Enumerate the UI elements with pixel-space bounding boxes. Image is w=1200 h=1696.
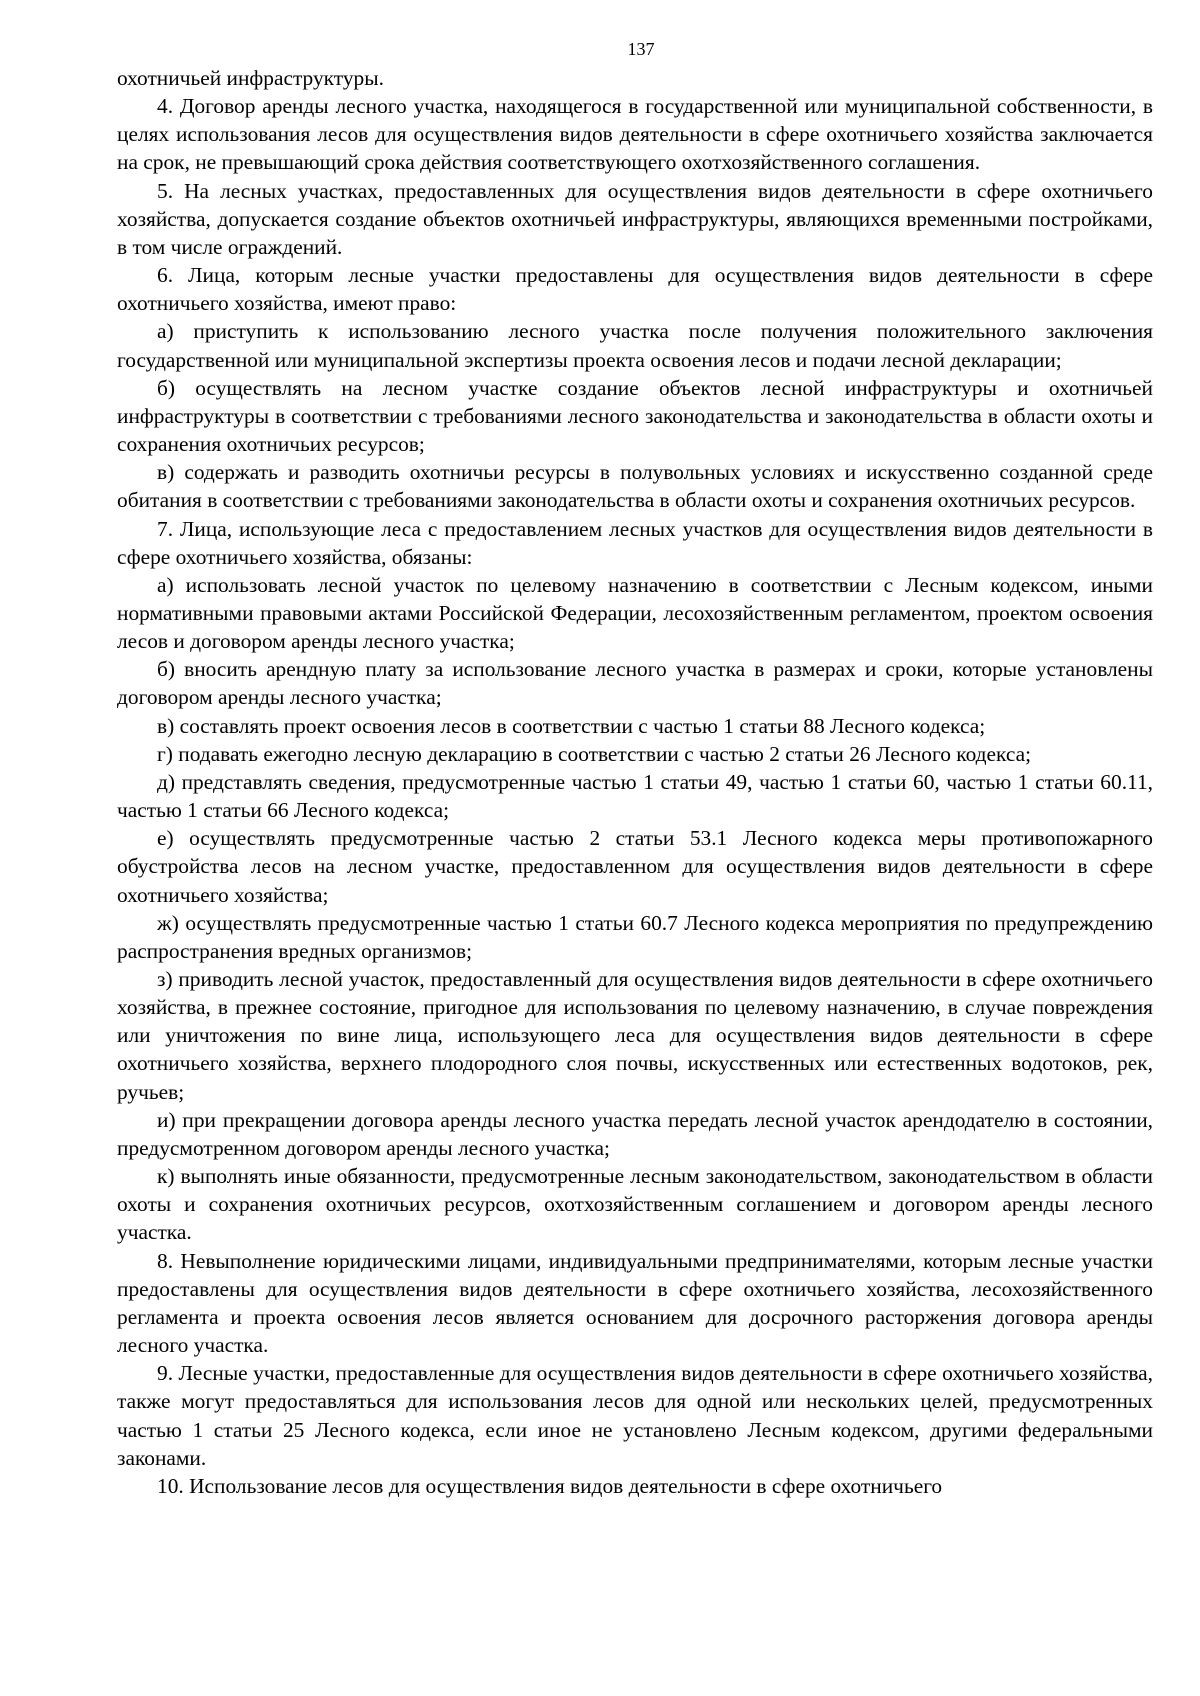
paragraph-7e: е) осуществлять предусмотренные частью 2 статьи 53.1 Лесного кодекса меры противопожарного обустройства лесов на лесном участке, предоставленном для осуществления видов деятельности в сфере охотничьего хозяйства; [117,826,1153,907]
paragraph-7g: г) подавать ежегодно лесную декларацию в соответствии с частью 2 статьи 26 Лесного кодекса; [157,741,1032,766]
paragraph-7b: б) вносить арендную плату за использование лесного участка в размерах и сроки, которые установлены договором аренды лесного участка; [117,657,1153,710]
paragraph-7a: а) использовать лесной участок по целевому назначению в соответствии с Лесным кодексом, иными нормативными правовыми актами Российской Федерации, лесохозяйственным регламентом, проектом освоения лесов и договором аренды лесного участка; [117,572,1153,654]
paragraph-7i: и) при прекращении договора аренды лесного участка передать лесной участок арендодателю в состоянии, предусмотренном договором аренды лесного участка; [117,1107,1153,1160]
paragraph-continuation: охотничьей инфраструктуры. [117,66,384,90]
paragraph-6: 6. Лица, которым лесные участки предоставлены для осуществления видов деятельности в сфере охотничьего хозяйства, имеют право: [117,263,1153,316]
paragraph-6a: а) приступить к использованию лесного участка после получения положительного заключения государственной или муниципальной экспертизы проекта освоения лесов и подачи лесной декларации; [117,319,1153,372]
paragraph-9: 9. Лесные участки, предоставленные для осуществления видов деятельности в сфере охотничьего хозяйства, также могут предоставляться для использования лесов для одной или нескольких целей, предусмотренных частью 1 статьи 25 Лесного кодекса, если иное не установлено Лесным кодексом, другими федеральными законами. [117,1361,1153,1470]
document-body [117,64,1153,1500]
page-number: 137 [627,39,655,59]
paragraph-6v: в) содержать и разводить охотничьи ресурсы в полувольных условиях и искусственно созданной среде обитания в соответствии с требованиями законодательства в области охоты и сохранения охотничьих ресурсов. [117,460,1153,513]
paragraph-5: 5. На лесных участках, предоставленных для осуществления видов деятельности в сфере охотничьего хозяйства, допускается создание объектов охотничьей инфраструктуры, являющихся временными постройками, в том числе ограждений. [117,178,1153,259]
paragraph-7zh: ж) осуществлять предусмотренные частью 1 статьи 60.7 Лесного кодекса мероприятия по предупреждению распространения вредных организмов; [117,910,1153,963]
paragraph-7: 7. Лица, использующие леса с предоставлением лесных участков для осуществления видов деятельности в сфере охотничьего хозяйства, обязаны: [117,516,1153,569]
paragraph-10: 10. Использование лесов для осуществления видов деятельности в сфере охотничьего [157,1473,943,1498]
paragraph-7v: в) составлять проект освоения лесов в соответствии с частью 1 статьи 88 Лесного кодекса; [157,713,986,738]
paragraph-8: 8. Невыполнение юридическими лицами, индивидуальными предпринимателями, которым лесные участки предоставлены для осуществления видов деятельности в сфере охотничьего хозяйства, лесохозяйственного регламента и проекта освоения лесов является основанием для досрочного расторжения договора аренды лесного участка. [117,1248,1153,1358]
paragraph-7d: д) представлять сведения, предусмотренные частью 1 статьи 49, частью 1 статьи 60, частью 1 статьи 60.11, частью 1 статьи 66 Лесного кодекса; [117,769,1153,823]
paragraph-6b: б) осуществлять на лесном участке создание объектов лесной инфраструктуры и охотничьей инфраструктуры в соответствии с требованиями лесного законодательства и законодательства в области охоты и сохранения охотничьих ресурсов; [117,375,1153,457]
paragraph-4: 4. Договор аренды лесного участка, находящегося в государственной или муниципальной собственности, в целях использования лесов для осуществления видов деятельности в сфере охотничьего хозяйства заключается на срок, не превышающий срока действия соответствующего охотхозяйственного соглашения. [117,94,1153,175]
paragraph-7k: к) выполнять иные обязанности, предусмотренные лесным законодательством, законодательством в области охоты и сохранения охотничьих ресурсов, охотхозяйственным соглашением и договором аренды лесного участка. [117,1164,1153,1245]
paragraph-7z: з) приводить лесной участок, предоставленный для осуществления видов деятельности в сфере охотничьего хозяйства, в прежнее состояние, пригодное для использования по целевому назначению, в случае повреждения или уничтожения по вине лица, использующего леса для осуществления видов деятельности в сфере охотничьего хозяйства, верхнего плодородного слоя почвы, искусственных или естественных водотоков, рек, ручьев; [117,967,1153,1104]
